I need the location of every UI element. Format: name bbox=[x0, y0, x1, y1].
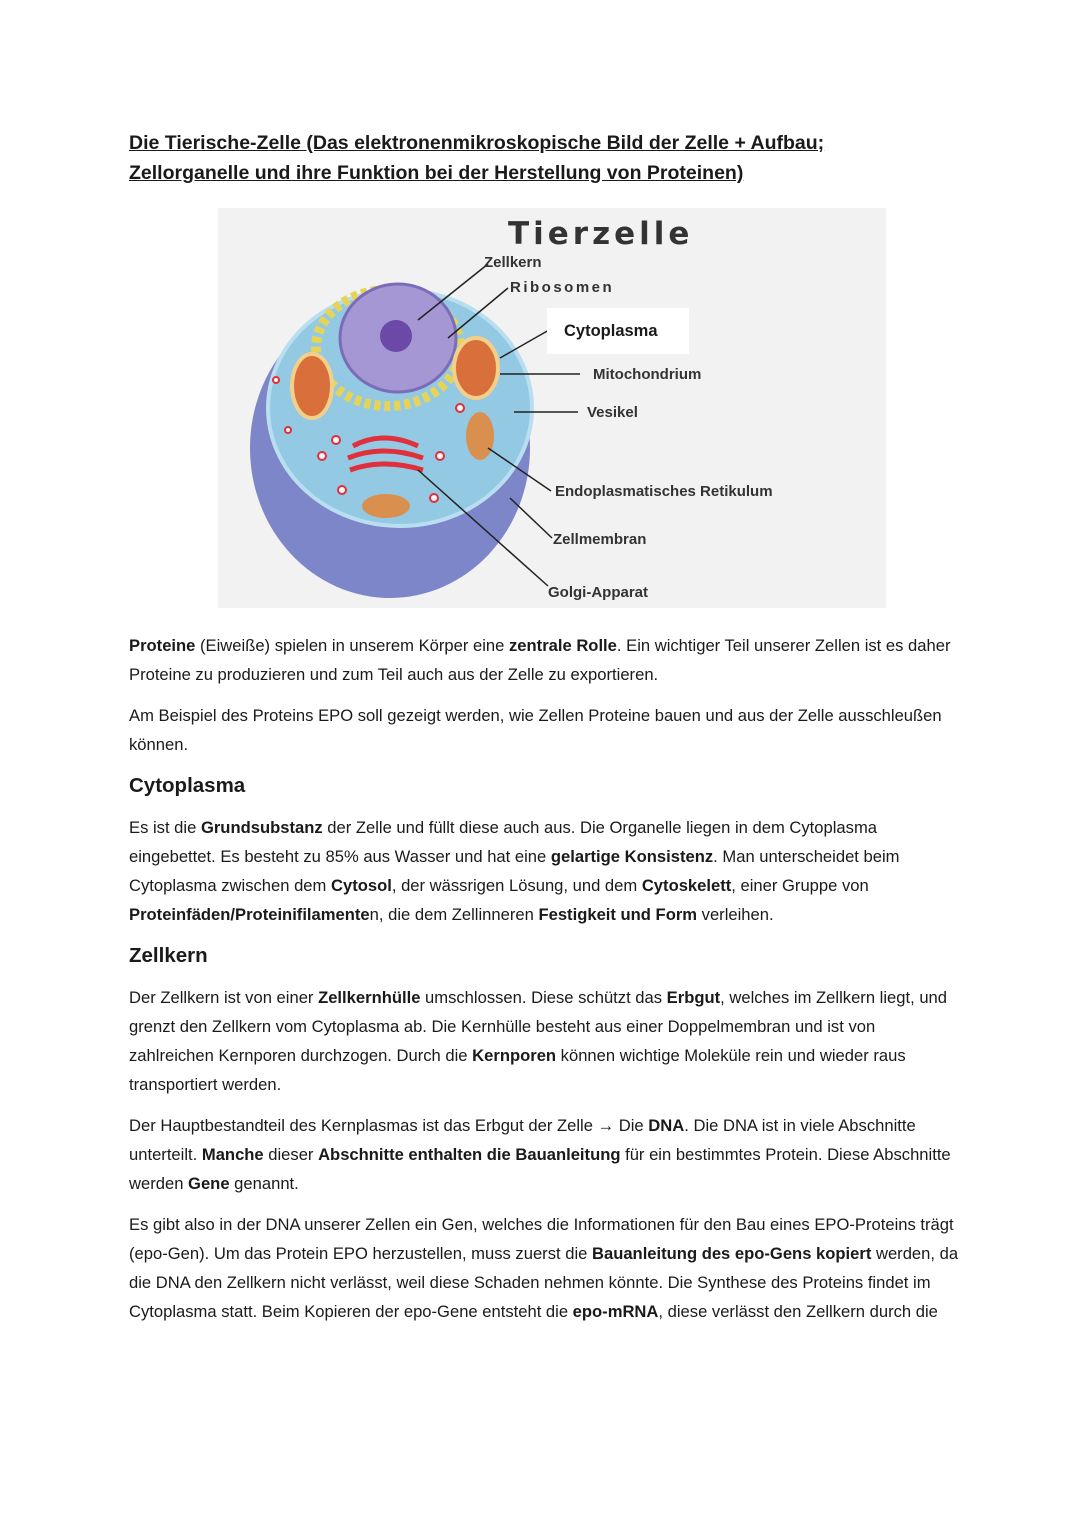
zellkern-paragraph-2: Der Hauptbestandteil des Kernplasmas ist das Erbgut der Zelle → Die DNA. Die DNA ist in viele Abschnitte unterteilt. Manche dieser Abschnitte enthalten die Bauanleitung für ein bestimmtes Protein. Diese Abschnitte werden Gene genannt. bbox=[129, 1116, 951, 1193]
diagram-title: Tierzelle bbox=[508, 216, 694, 252]
intro-paragraph-2: Am Beispiel des Proteins EPO soll gezeigt werden, wie Zellen Proteine bauen und aus der Zelle ausschleußen können. bbox=[129, 706, 942, 754]
heading-zellkern: Zellkern bbox=[129, 944, 208, 967]
nucleolus bbox=[380, 320, 412, 352]
title-line-2: Zellorganelle und ihre Funktion bei der Herstellung von Proteinen) bbox=[129, 162, 744, 184]
zellkern-paragraph-1: Der Zellkern ist von einer Zellkernhülle umschlossen. Diese schützt das Erbgut, welches im Zellkern liegt, und grenzt den Zellkern vom Cytoplasma ab. Die Kernhülle besteht aus einer Doppelmembran und ist von zahlreichen Kernporen durchzogen. Durch die Kernporen können wichtige Moleküle rein und wieder raus transportiert werden. bbox=[129, 988, 948, 1094]
label-ribosomen: Ribosomen bbox=[510, 279, 615, 296]
mitochondrion-bottom bbox=[362, 494, 410, 518]
document-title bbox=[129, 128, 959, 188]
label-vesikel: Vesikel bbox=[587, 404, 638, 421]
cytoplasma-paragraph: Es ist die Grundsubstanz der Zelle und füllt diese auch aus. Die Organelle liegen in dem Cytoplasma eingebettet. Es besteht zu 85% aus Wasser und hat eine gelartige Konsistenz. Man unterscheidet beim Cytoplasma zwischen dem Cytosol, der wässrigen Lösung, und dem Cytoskelett, einer Gruppe von Proteinfäden/Proteinifilamenten, die dem Zellinneren Festigkeit und Form verleihen. bbox=[129, 818, 900, 924]
label-golgi: Golgi-Apparat bbox=[548, 584, 648, 601]
heading-cytoplasma: Cytoplasma bbox=[129, 774, 246, 797]
mitochondrion-small bbox=[466, 412, 494, 460]
label-zellmembran: Zellmembran bbox=[553, 531, 647, 548]
mitochondrion-right bbox=[454, 338, 498, 398]
label-er: Endoplasmatisches Retikulum bbox=[555, 483, 773, 500]
intro-paragraph-1: Proteine (Eiweiße) spielen in unserem Körper eine zentrale Rolle. Ein wichtiger Teil unserer Zellen ist es daher Proteine zu produzieren und zum Teil auch aus der Zelle zu exportieren. bbox=[129, 636, 951, 684]
cell-diagram-svg bbox=[218, 208, 886, 608]
zellkern-paragraph-3: Es gibt also in der DNA unserer Zellen ein Gen, welches die Informationen für den Bau eines EPO-Proteins trägt (epo-Gen). Um das Protein EPO herzustellen, muss zuerst die Bauanleitung des epo-Gens kopiert werden, da die DNA den Zellkern nicht verlässt, weil diese Schaden nehmen könnte. Die Synthese des Proteins findet im Cytoplasma statt. Beim Kopieren der epo-Gene entsteht die epo-mRNA, diese verlässt den Zellkern durch die bbox=[129, 1215, 959, 1321]
label-zellkern: Zellkern bbox=[484, 254, 542, 271]
label-cytoplasma: Cytoplasma bbox=[564, 322, 658, 340]
mitochondrion-left bbox=[292, 354, 332, 418]
title-line-1: Die Tierische-Zelle (Das elektronenmikroskopische Bild der Zelle + Aufbau; bbox=[129, 132, 825, 154]
document-page bbox=[129, 128, 959, 1326]
label-mitochondrium: Mitochondrium bbox=[593, 366, 702, 383]
cell-diagram bbox=[218, 208, 886, 608]
